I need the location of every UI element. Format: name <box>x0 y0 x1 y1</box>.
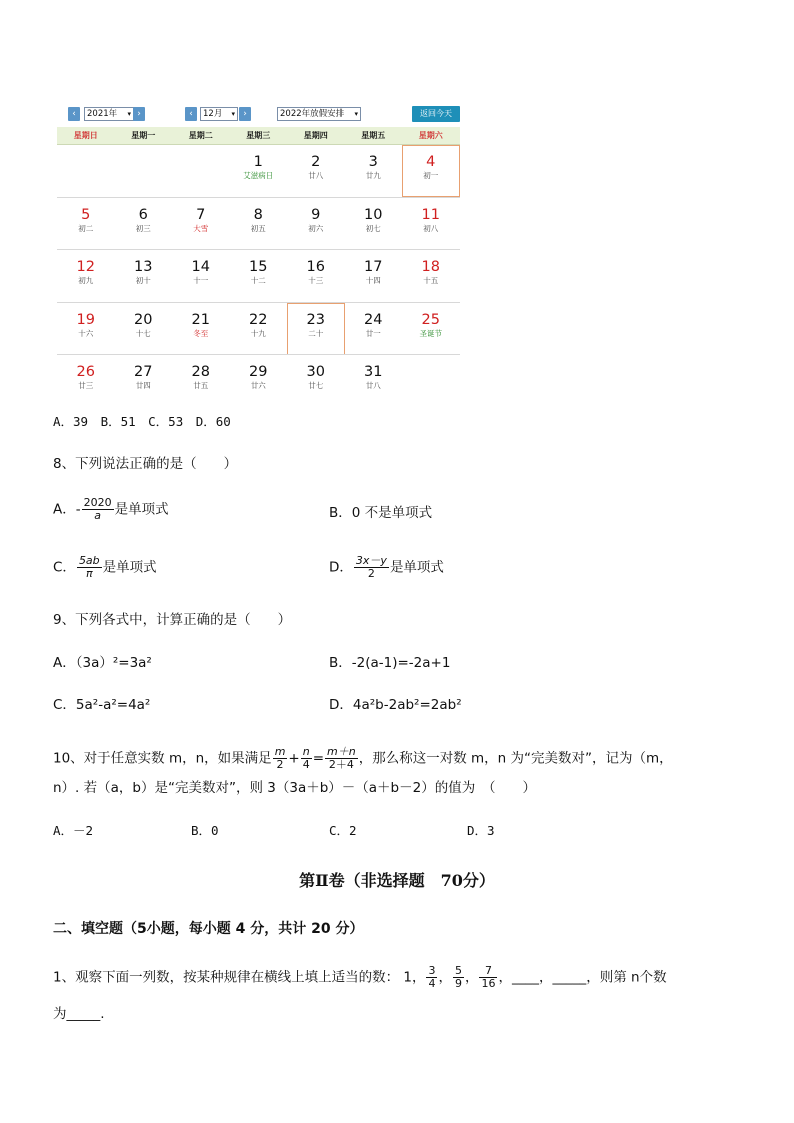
chevron-left-icon: ‹ <box>189 109 193 119</box>
holiday-select[interactable]: 2022年放假安排 ▾ <box>277 107 361 121</box>
calendar-day[interactable] <box>230 303 288 355</box>
lunar-label: 廿六 <box>250 381 266 390</box>
day-number: 4 <box>426 154 436 170</box>
next-month-button[interactable] <box>239 107 251 121</box>
lunar-label: 十一 <box>193 276 209 285</box>
calendar-day[interactable] <box>345 355 403 407</box>
section-title: 第Ⅱ卷（非选择题 70分） <box>299 871 495 890</box>
weekday-label: 星期四 <box>303 131 328 140</box>
lunar-label: 廿七 <box>308 381 324 390</box>
chevron-right-icon: › <box>243 109 247 119</box>
q8-stem: 8、下列说法正确的是（ ） <box>53 456 238 472</box>
fill1-line-1: 1、观察下面一列数，按某种规律在横线上填上适当的数： 1， $\frac{3}{4}$ ， $\frac{5}{9}$ ， $\frac{7}{16}$ ，____，_____，则第 n个数 <box>53 964 667 990</box>
part2-title: 二、填空题（5小题，每小题 4 分，共计 20 分） <box>53 921 364 937</box>
q10-option-a: A．－2 <box>53 823 94 838</box>
lunar-label: 艾滋病日 <box>243 171 274 180</box>
fraction: $\frac{n}{4}$ <box>302 745 310 771</box>
weekday-label: 星期二 <box>188 131 213 140</box>
calendar-day[interactable] <box>287 355 345 407</box>
chevron-down-icon: ▾ <box>127 110 131 118</box>
lunar-label: 十九 <box>250 328 266 338</box>
day-number: 21 <box>191 311 210 328</box>
calendar-day[interactable] <box>402 250 460 302</box>
weekday-header <box>57 127 460 145</box>
lunar-label: 十二 <box>250 276 266 285</box>
calendar-day[interactable] <box>172 250 230 302</box>
today-button[interactable]: 返回今天 <box>412 106 460 122</box>
calendar-day[interactable] <box>57 355 115 407</box>
weekday-label: 星期一 <box>131 131 156 140</box>
fraction: $\frac{7}{16}$ <box>481 964 496 990</box>
day-number: 26 <box>76 364 95 380</box>
lunar-label: 十五 <box>423 276 439 285</box>
lunar-label: 廿一 <box>365 328 381 338</box>
lunar-label: 初一 <box>423 171 439 180</box>
day-number: 27 <box>134 364 153 380</box>
prev-year-button[interactable] <box>68 107 80 121</box>
lunar-label: 初八 <box>423 223 439 233</box>
fraction: $\frac{m}{2}$ <box>274 745 286 771</box>
day-number: 9 <box>311 206 321 223</box>
q10-option-b: B．0 <box>191 823 219 838</box>
day-number: 14 <box>191 259 210 275</box>
lunar-label: 廿五 <box>193 381 209 390</box>
calendar-day[interactable] <box>57 250 115 302</box>
day-number: 22 <box>249 311 268 328</box>
weekday-label: 星期六 <box>418 131 443 140</box>
day-number: 15 <box>249 259 268 275</box>
weekday-label: 星期日 <box>73 131 98 140</box>
day-number: 29 <box>249 364 268 380</box>
day-number: 19 <box>76 311 95 328</box>
day-number: 18 <box>421 259 440 275</box>
lunar-label: 大雪 <box>193 223 209 233</box>
calendar-day[interactable] <box>402 145 460 197</box>
fraction: $\frac{5ab}{\pi}$ <box>78 554 100 580</box>
weekday-label: 星期三 <box>246 131 271 140</box>
lunar-label: 初七 <box>365 223 381 233</box>
lunar-label: 十七 <box>135 328 151 338</box>
day-number: 12 <box>76 259 95 275</box>
lunar-label: 初十 <box>135 276 151 285</box>
day-number: 28 <box>191 364 210 380</box>
q10-option-d: D．3 <box>467 823 495 838</box>
q8-option-b: B．0 不是单项式 <box>329 505 433 521</box>
q8-option-c: C． $\frac{5ab}{\pi}$ 是单项式 <box>53 554 157 580</box>
day-number: 10 <box>364 206 383 223</box>
calendar-day[interactable] <box>287 303 345 355</box>
lunar-label: 初三 <box>135 223 151 233</box>
calendar-day[interactable] <box>115 303 173 355</box>
day-number: 16 <box>306 259 325 275</box>
lunar-label: 廿九 <box>365 171 381 180</box>
day-number: 3 <box>368 154 378 170</box>
calendar-day[interactable] <box>172 303 230 355</box>
calendar-day[interactable] <box>57 303 115 355</box>
q9-option-d: D．4a²b-2ab²=2ab² <box>329 697 462 713</box>
lunar-label: 初九 <box>78 276 94 285</box>
fraction: $\frac{3}{4}$ <box>428 964 436 990</box>
fraction: $\frac{3x-y}{2}$ <box>355 554 387 580</box>
calendar-day[interactable] <box>230 145 288 197</box>
lunar-label: 初二 <box>78 223 94 233</box>
fraction: $\frac{2020}{a}$ <box>83 496 112 522</box>
prev-month-button[interactable] <box>185 107 197 121</box>
calendar-day[interactable] <box>345 303 403 355</box>
q9-stem: 9、下列各式中，计算正确的是（ ） <box>53 612 292 628</box>
day-number: 6 <box>138 206 148 223</box>
q7-options: A．39 B．51 C．53 D．60 <box>53 414 231 429</box>
chevron-down-icon: ▾ <box>231 110 235 118</box>
calendar-day[interactable] <box>345 198 403 250</box>
q9-option-b: B．-2(a-1)=-2a+1 <box>329 655 451 671</box>
lunar-label: 十六 <box>78 328 94 338</box>
calendar-day[interactable] <box>230 355 288 407</box>
calendar-day[interactable] <box>230 198 288 250</box>
calendar-day[interactable] <box>115 355 173 407</box>
month-select[interactable]: 12月 ▾ <box>200 107 238 121</box>
calendar-day[interactable] <box>172 198 230 250</box>
day-number: 24 <box>364 311 383 328</box>
calendar-day[interactable] <box>287 198 345 250</box>
day-number: 8 <box>253 206 263 223</box>
calendar-day[interactable] <box>115 250 173 302</box>
fraction: $\frac{5}{9}$ <box>454 964 462 990</box>
calendar-day[interactable] <box>402 303 460 355</box>
calendar-day[interactable] <box>172 355 230 407</box>
day-number: 17 <box>364 259 383 275</box>
fill1-line-2: 为_____. <box>53 1006 105 1022</box>
day-number: 23 <box>306 311 325 328</box>
chevron-left-icon: ‹ <box>72 109 76 119</box>
calendar-day[interactable] <box>57 198 115 250</box>
calendar-day[interactable] <box>345 250 403 302</box>
year-select[interactable]: 2021年 ▾ <box>84 107 134 121</box>
lunar-label: 十三 <box>308 276 324 285</box>
day-number: 7 <box>196 206 206 223</box>
lunar-label: 冬至 <box>193 328 209 338</box>
day-number: 2 <box>311 154 321 170</box>
q10-line-1: 10、对于任意实数 m，n，如果满足 $\frac{m}{2}$ + $\frac{n}{4}$ = $\frac{m+n}{2+4}$ ，那么称这一对数 m，n 为“完美数对”，记为（m， <box>53 745 673 771</box>
chevron-right-icon: › <box>137 109 141 119</box>
lunar-label: 初六 <box>308 223 324 233</box>
calendar-day[interactable] <box>402 198 460 250</box>
chevron-down-icon: ▾ <box>354 110 358 118</box>
calendar-day[interactable] <box>230 250 288 302</box>
calendar-day[interactable] <box>287 145 345 197</box>
day-number: 13 <box>134 259 153 275</box>
lunar-label: 廿四 <box>135 381 151 390</box>
lunar-label: 廿八 <box>365 381 381 390</box>
day-number: 20 <box>134 311 153 328</box>
calendar-day[interactable] <box>287 250 345 302</box>
lunar-label: 廿三 <box>78 381 94 390</box>
day-number: 1 <box>253 154 263 170</box>
weekday-label: 星期五 <box>361 131 386 140</box>
q9-option-a: A．（3a）²=3a² <box>53 655 152 671</box>
lunar-label: 廿八 <box>308 171 324 180</box>
lunar-label: 圣诞节 <box>419 328 442 338</box>
calendar-day[interactable] <box>345 145 403 197</box>
q9-option-c: C．5a²-a²=4a² <box>53 697 151 713</box>
day-number: 31 <box>364 364 383 380</box>
day-number: 5 <box>81 206 91 223</box>
q10-line-2: n）. 若（a，b）是“完美数对”，则 3（3a＋b）－（a＋b－2）的值为 （ ） <box>53 780 536 796</box>
calendar-day[interactable] <box>115 198 173 250</box>
day-number: 11 <box>421 206 440 223</box>
q8-option-a: A．- $\frac{2020}{a}$ 是单项式 <box>53 496 169 522</box>
next-year-button[interactable] <box>133 107 145 121</box>
q10-option-c: C．2 <box>329 823 357 838</box>
lunar-label: 二十 <box>308 328 324 338</box>
day-number: 25 <box>421 311 440 328</box>
q8-option-d: D． $\frac{3x-y}{2}$ 是单项式 <box>329 554 444 580</box>
lunar-label: 十四 <box>365 276 381 285</box>
day-number: 30 <box>306 364 325 380</box>
lunar-label: 初五 <box>250 223 266 233</box>
fraction: $\frac{m+n}{2+4}$ <box>327 745 356 771</box>
